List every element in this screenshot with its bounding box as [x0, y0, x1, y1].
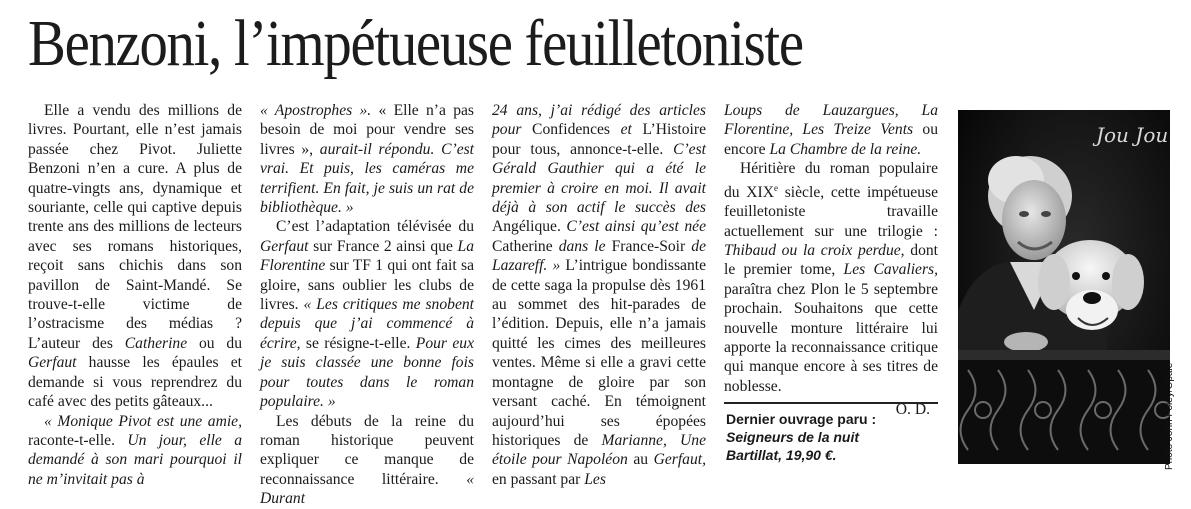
photo-caption-art: Jou Jou [1096, 123, 1169, 147]
paragraph-titles: Loups de Lauzargues, La Florentine, Les Treize Vents ou encore La Chambre de la reine. [724, 102, 938, 158]
paragraph-apostrophes: « Apostrophes ». « Elle n’a pas besoin de moi pour vendre ses livres », aurait-il répondu. C’est vrai. Et puis, les caméras me terrifient. En fait, je suis un rat de bibliothèque. » [260, 102, 475, 217]
photo-credit: Photo John Foley/Opale [1164, 362, 1175, 470]
paragraph-heritage: Héritière du roman populaire du XIXe siècle, cette impétueuse feuilletoniste travaille actuellement sur une trilogie : Thibaud ou la croix perdue, dont le premier tome, Les Cavaliers, paraîtra chez Plon le 5 septembre prochain. Souhaitons que cette nouvelle monture littéraire lui apporte la reconnaissance critique qui manque encore à ses titres de noblesse. [724, 160, 938, 395]
last-book-publisher-price: Bartillat, 19,90 €. [726, 447, 837, 463]
author-with-dog-image [958, 110, 1170, 464]
last-book-box [726, 410, 940, 464]
last-book-label: Dernier ouvrage paru : [726, 411, 877, 427]
paragraph-quote-pivot: « Monique Pivot est une amie, raconte-t-elle. Un jour, elle a demandé à son mari pourquoi il ne m’invitait pas à [28, 412, 242, 488]
author-photo [958, 110, 1170, 464]
last-book-title: Seigneurs de la nuit [726, 429, 860, 445]
article-column-2 [260, 101, 474, 509]
paragraph-beginnings: Les débuts de la reine du roman historique peuvent expliquer ce manque de reconnaissance littéraire. « Durant [260, 412, 474, 508]
paragraph-intro: Elle a vendu des millions de livres. Pourtant, elle n’est jamais passée chez Pivot. Juliette Benzoni n’en a cure. A plus de quatre-vingts ans, dynamique et souriante, celle qui captive depuis trente ans des millions de lecteurs avec ses romans historiques, reçoit sans chichis dans son pavillon de Saint-Mandé. Se trouve-t-elle victime de l’ostracisme des médias ? L’auteur des Catherine ou du Gerfaut hausse les épaules et demande si vous reprendrez du café avec des petits gâteaux... [28, 102, 243, 411]
article-column-4 [724, 101, 938, 420]
sidebar-divider [724, 402, 938, 404]
paragraph-career: 24 ans, j’ai rédigé des articles pour Confidences et L’Histoire pour tous, annonce-t-elle. C’est Gérald Gauthier qui a été le premier à croire en moi. Il avait déjà à son actif le succès des Angélique. C’est ainsi qu’est née Catherine dans le France-Soir de Lazareff. » L’intrigue bondissante de cette saga la propulse dès 1961 au sommet des hit-parades de l’édition. Depuis, elle n’a jamais quitté les cimes des meilleures ventes. Même si elle a gravi cette montagne de gloire par son versant caché. En témoignent aujourd’hui ses épopées historiques de Marianne, Une étoile pour Napoléon au Gerfaut, en passant par Les [492, 102, 706, 488]
article-column-3 [492, 101, 706, 489]
article-title: Benzoni, l’impétueuse feuilletoniste [28, 7, 803, 80]
paragraph-tv-adaptation: C’est l’adaptation télévisée du Gerfaut sur France 2 ainsi que La Florentine sur TF 1 qui ont fait sa gloire, sans oublier les clubs de livres. « Les critiques me snobent depuis que j’ai commencé à écrire, se résigne-t-elle. Pour eux je suis classée une bonne fois pour toutes dans le roman populaire. » [260, 218, 474, 411]
author-signature: O. D. [895, 401, 930, 419]
article-column-1 [28, 101, 242, 489]
